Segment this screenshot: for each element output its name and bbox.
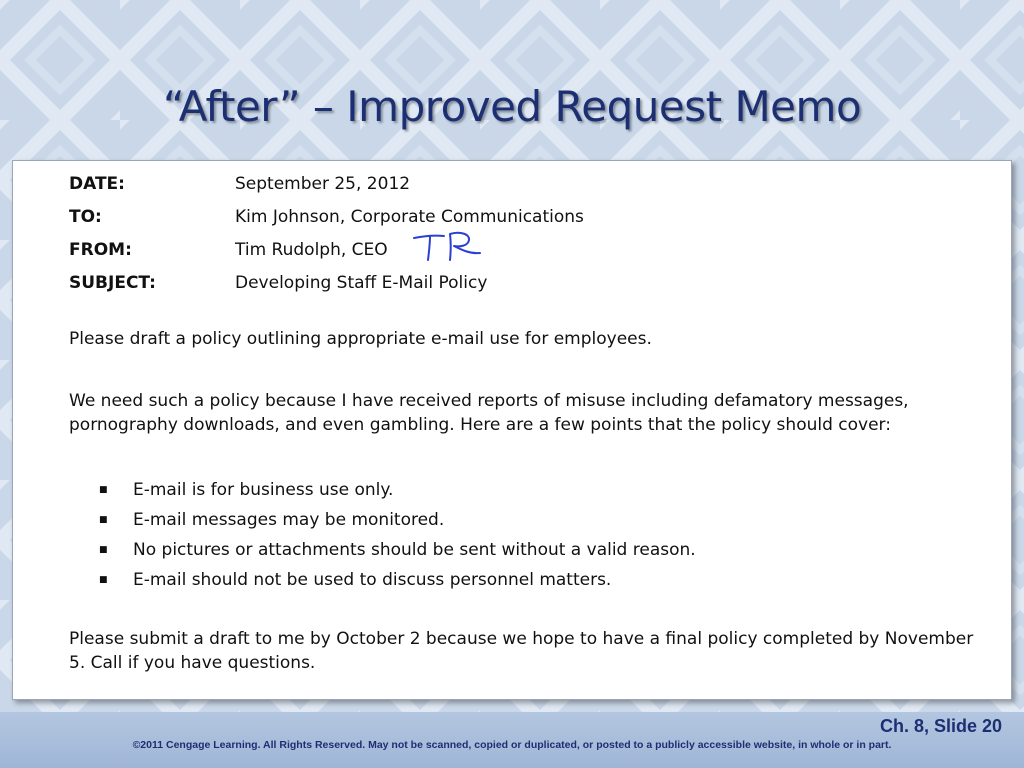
list-item-text: E-mail is for business use only. (133, 480, 394, 500)
list-item-text: No pictures or attachments should be sent without a valid reason. (133, 540, 696, 560)
memo-header-subject (69, 266, 989, 299)
to-value: Kim Johnson, Corporate Communications (235, 206, 584, 227)
subject-label: SUBJECT: (69, 272, 156, 293)
memo-paragraph-3: Please submit a draft to me by October 2 because we hope to have a final policy completed by November 5. Call if you have questions. (69, 629, 974, 673)
date-label: DATE: (69, 173, 125, 194)
memo-header-date (69, 167, 989, 200)
to-label: TO: (69, 206, 102, 227)
subject-value: Developing Staff E-Mail Policy (235, 272, 488, 293)
bullet-icon: ■ (99, 485, 108, 495)
memo-paragraph-2: We need such a policy because I have received reports of misuse including defamatory messages, pornography downloads, and even gambling. Here are a few points that the policy should cover: (69, 391, 909, 435)
copyright-notice: ©2011 Cengage Learning. All Rights Reserved. May not be scanned, copied or duplicated, or posted to a publicly accessible website, in whole or in part. (132, 739, 892, 751)
list-item (99, 505, 989, 535)
memo-paragraph-1: Please draft a policy outlining appropriate e-mail use for employees. (69, 329, 652, 349)
list-item (99, 475, 989, 505)
list-item-text: E-mail should not be used to discuss personnel matters. (133, 570, 612, 590)
slide-title: “After” – Improved Request Memo (162, 82, 862, 131)
memo-header-to (69, 200, 989, 233)
bullet-icon: ■ (99, 515, 108, 525)
from-label: FROM: (69, 239, 132, 260)
memo-panel (12, 160, 1012, 700)
memo-body (69, 167, 989, 675)
policy-points-list (99, 475, 989, 595)
memo-header-from (69, 233, 989, 266)
bullet-icon: ■ (99, 545, 108, 555)
date-value: September 25, 2012 (235, 173, 411, 194)
bullet-icon: ■ (99, 575, 108, 585)
from-value: Tim Rudolph, CEO (235, 239, 388, 260)
list-item (99, 565, 989, 595)
slide-number: Ch. 8, Slide 20 (879, 716, 1002, 736)
list-item (99, 535, 989, 565)
handwritten-initials-signature (412, 228, 484, 264)
list-item-text: E-mail messages may be monitored. (133, 510, 445, 530)
